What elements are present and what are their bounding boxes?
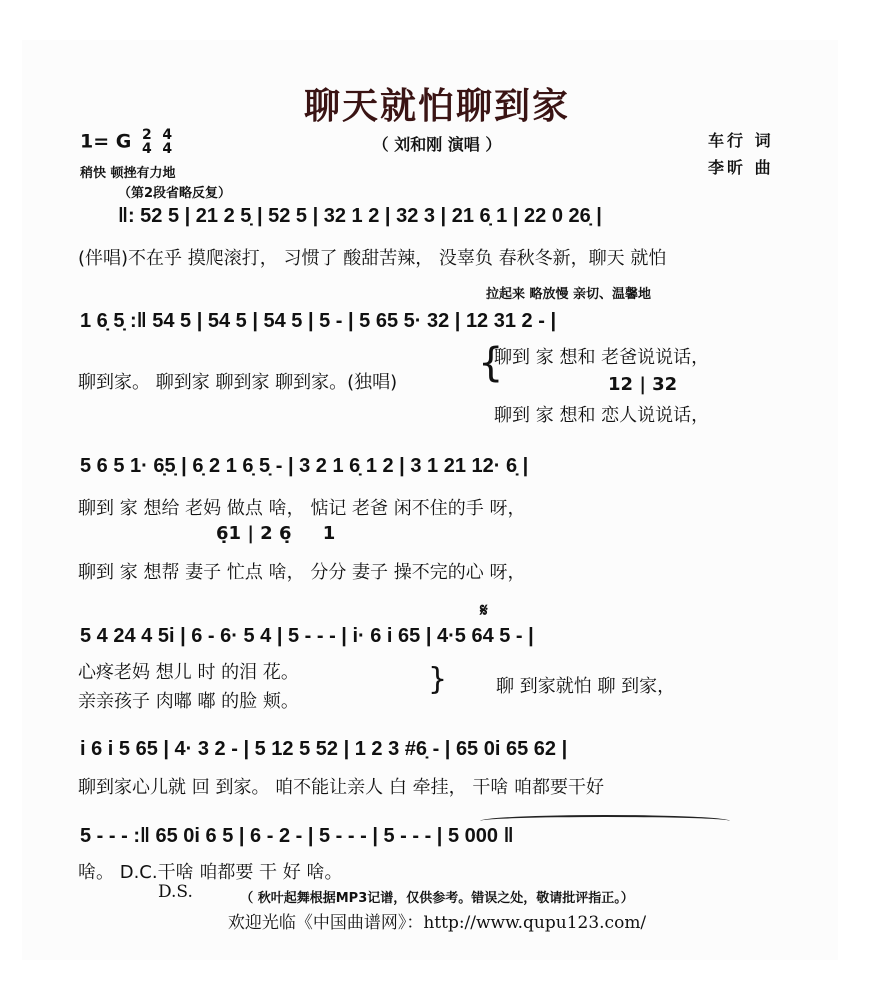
lyrics-line-3b: 聊到 家 想帮 妻子 忙点 啥， 分分 妻子 操不完的心 呀，: [78, 562, 526, 583]
ds-marking: D.S.: [158, 882, 193, 902]
lyrics-line-2b: 聊到 家 想和 老爸说说话，: [494, 347, 710, 368]
lyrics-line-6: 啥。 D.C.干啥 咱都要 干 好 啥。: [78, 862, 343, 883]
singer: （ 刘和刚 演唱 ）: [372, 135, 502, 154]
notation-text: 5 6 5 1· 6̣5̣ | 6̣ 2 1 6̣ 5̣ - | 3 2 1 6̣ 1 2 | 3 1 21 12· 6̣ |: [80, 455, 529, 477]
lyrics-line-4c: 聊 到家就怕 聊 到家，: [496, 676, 676, 697]
notation-line-4: [78, 625, 808, 655]
brace-icon: }: [428, 662, 448, 697]
notation-text: 1 6̣ 5̣ :‖ 54 5 | 54 5 | 54 5 | 5 - | 5 65 5· 32 | 12 31 2 - |: [80, 310, 557, 332]
notation-text: 5 4 24 4 5i | 6 - 6· 5 4 | 5 - - - | i· 6 i 65 | 4·5 64 5 - |: [80, 625, 534, 647]
notation-text: ‖: 52 5 | 21 2 5̣ | 52 5 | 32 1 2 | 32 3 | 21 6̣ 1 | 22 0 26̣ |: [118, 205, 602, 227]
notation-line-5: [78, 738, 808, 768]
notation-line-2: [78, 310, 808, 340]
lyrics-line-5: 聊到家心儿就 回 到家。 咱不能让亲人 白 牵挂， 干啥 咱都要干好: [78, 777, 605, 798]
lyricist: 车行 词: [708, 131, 774, 150]
brace-icon: {: [478, 340, 504, 386]
tempo-marking: 稍快 顿挫有力地: [80, 166, 176, 181]
notation-line-1: [78, 205, 808, 235]
composer: 李昕 曲: [708, 158, 774, 177]
repeat-note: （第2段省略反复）: [118, 186, 232, 201]
lyrics-line-4a: 心疼老妈 想儿 时 的泪 花。: [78, 662, 299, 683]
notation-line-3: [78, 455, 808, 485]
disclaimer: （ 秋叶起舞根据MP3记谱，仅供参考。错误之处，敬请批评指正。）: [240, 891, 634, 906]
time-sig-1: 2 4: [141, 127, 152, 157]
lyrics-line-4b: 亲亲孩子 肉嘟 嘟 的脸 颊。: [78, 691, 299, 712]
notation-line-6: [78, 825, 808, 855]
expression-marking: 拉起来 略放慢 亲切、温馨地: [486, 287, 652, 302]
segno-icon: 𝄋: [480, 600, 488, 621]
lyrics-line-2a: 聊到家。 聊到家 聊到家 聊到家。(独唱): [78, 372, 398, 393]
alt-notation: 6̣1 | 2 6̣ 1: [216, 523, 336, 544]
lyrics-line-1: (伴唱)不在乎 摸爬滚打， 习惯了 酸甜苦辣， 没辜负 春秋冬新，聊天 就怕: [78, 248, 667, 269]
key-signature: [80, 128, 172, 156]
song-title: 聊天就怕聊到家: [303, 86, 570, 127]
lyrics-line-3a: 聊到 家 想给 老妈 做点 啥， 惦记 老爸 闲不住的手 呀，: [78, 498, 526, 519]
notation-text: 5 - - - :‖ 65 0i 6 5 | 6 - 2 - | 5 - - - | 5 - - - | 5 000 ‖: [80, 825, 514, 847]
site-credit: 欢迎光临《中国曲谱网》：http://www.qupu123.com/: [227, 913, 647, 933]
alt-notation: 12 | 32: [608, 374, 678, 395]
notation-text: i 6 i 5 65 | 4· 3 2 - | 5 12 5 52 | 1 2 3 #6̣ - | 65 0i 65 62 |: [80, 738, 568, 760]
time-sig-2: 4 4: [162, 127, 173, 157]
key-label: 1= G: [80, 130, 132, 153]
lyrics-line-2c: 聊到 家 想和 恋人说说话，: [494, 405, 710, 426]
